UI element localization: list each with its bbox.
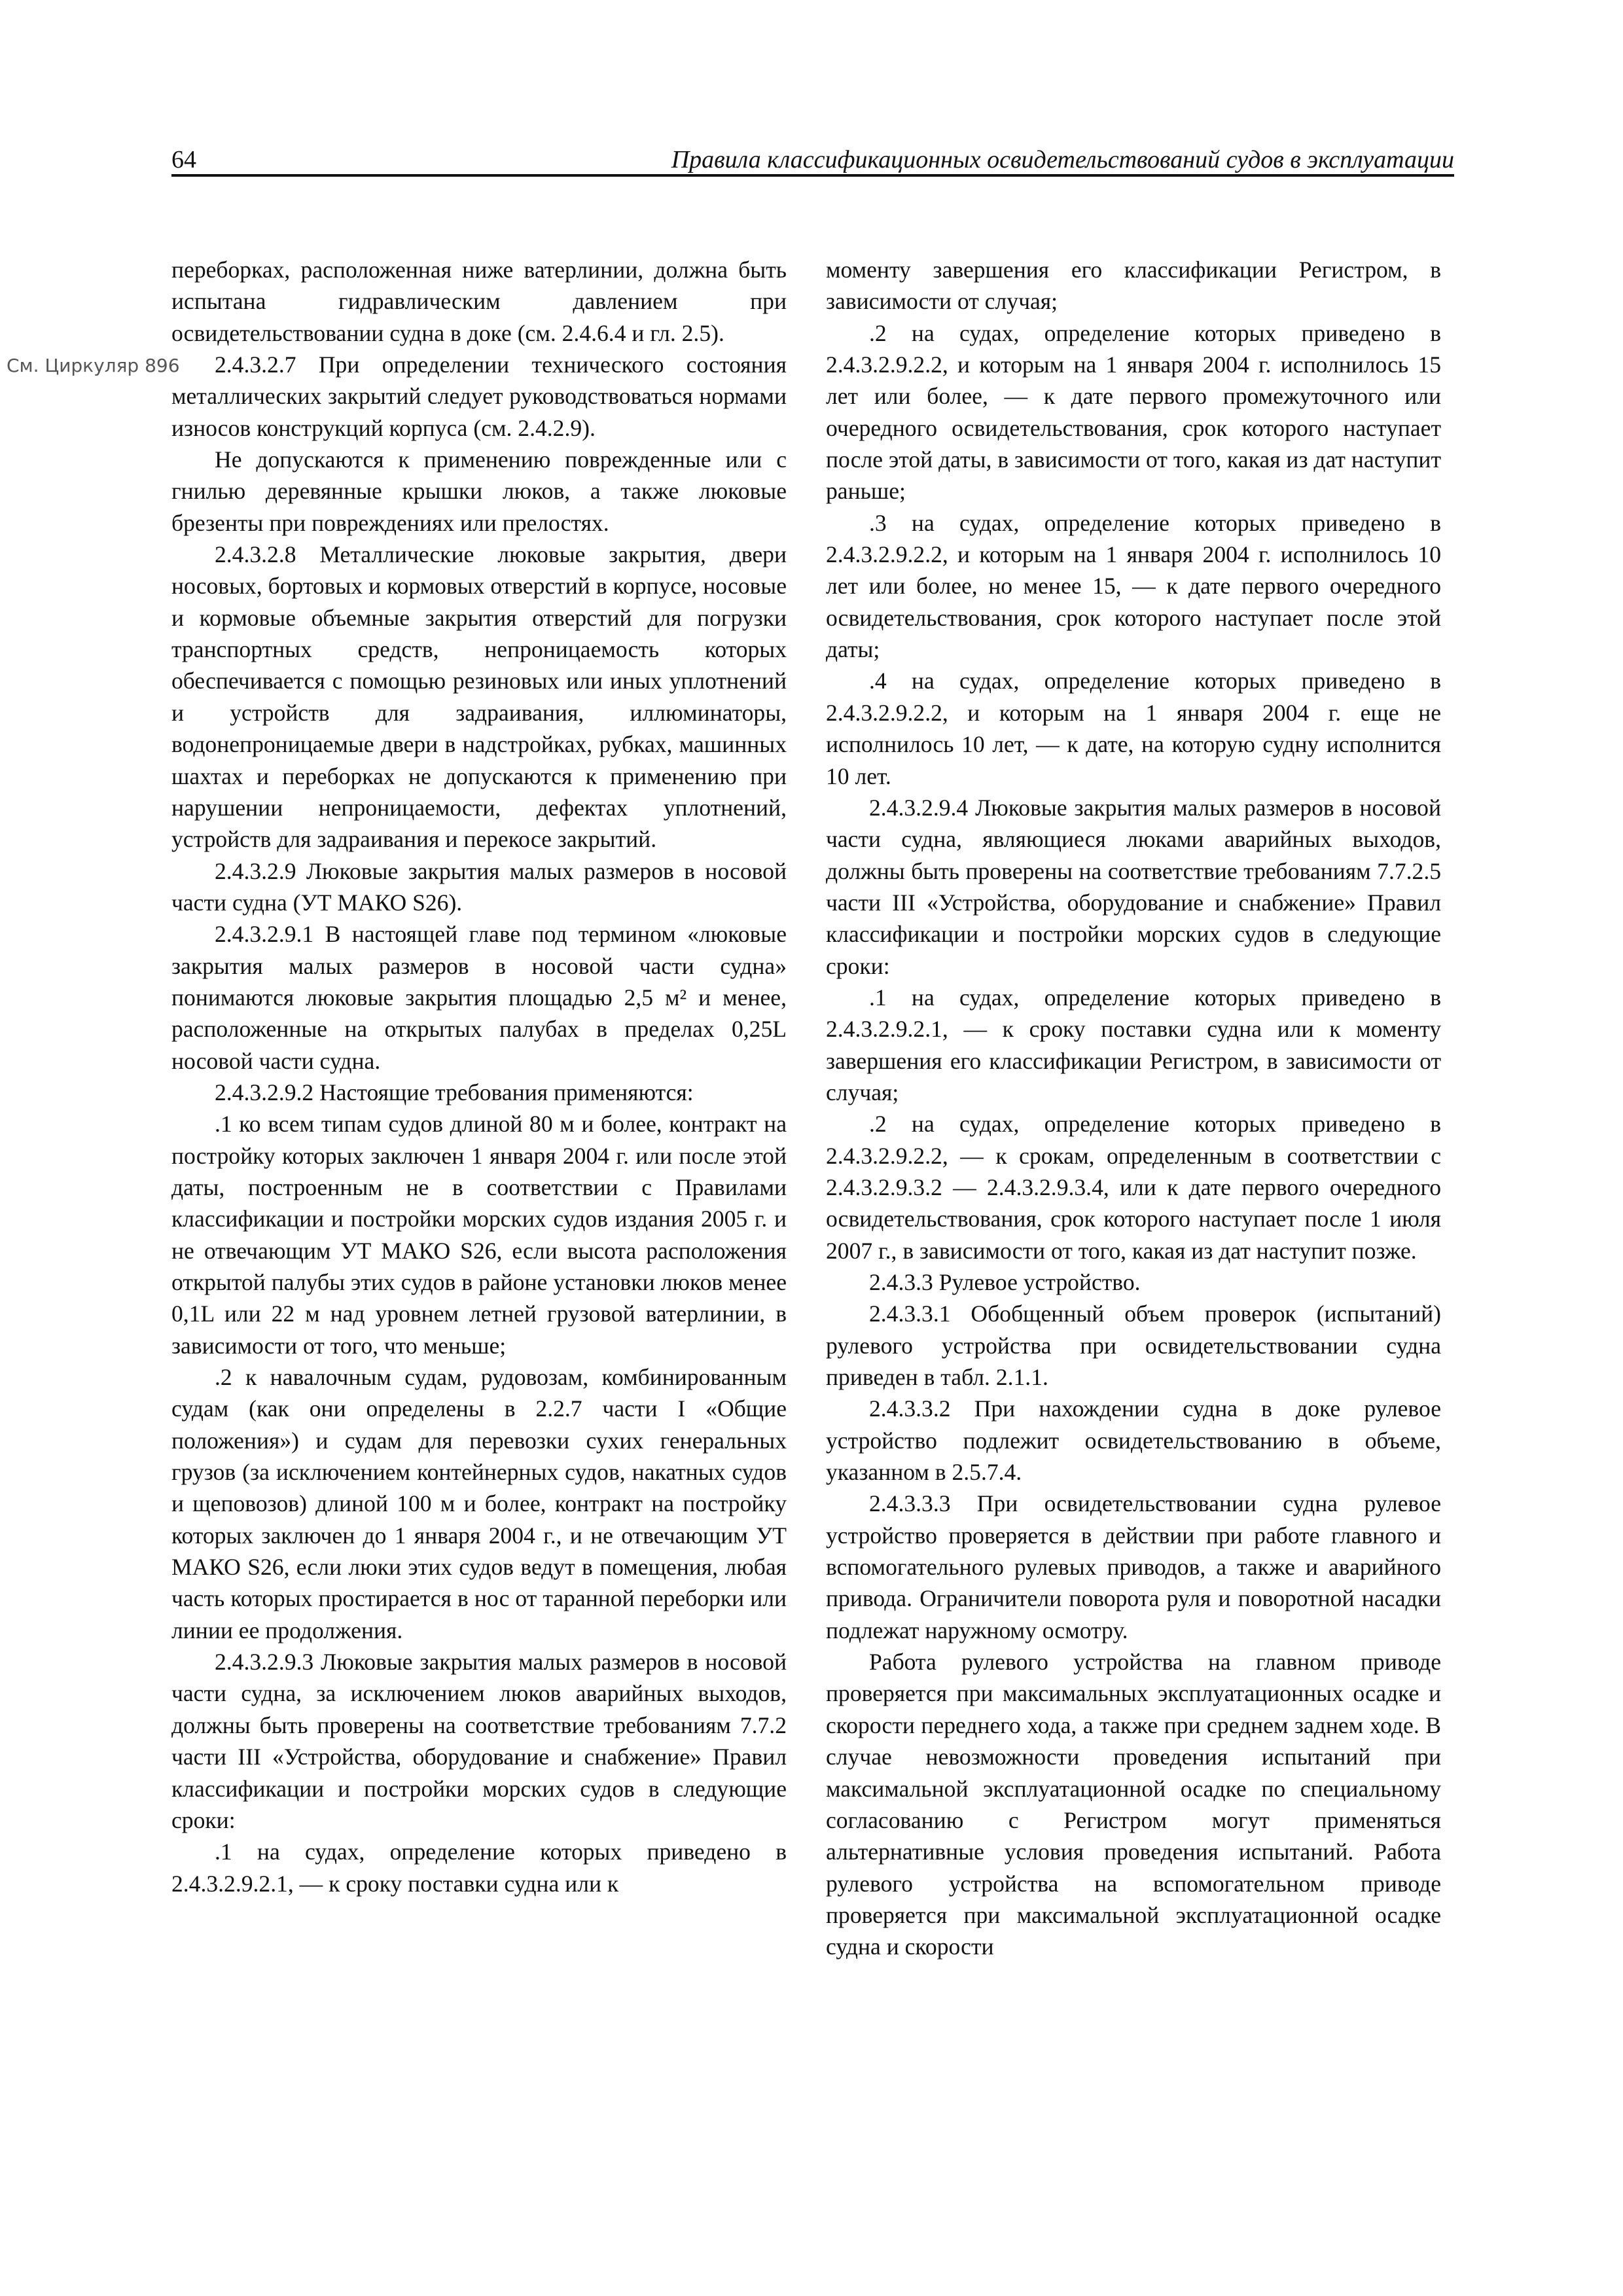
page-number: 64 (171, 146, 196, 173)
right-column (826, 254, 1441, 1963)
paragraph: 2.4.3.3.3 При освидетельствовании судна рулевое устройство проверяется в действии при работе главного и вспомогательного рулевых приводов, а также и аварийного привода. Ограничители поворота руля и поворотной насадки подлежат наружному осмотру. (826, 1490, 1441, 1643)
paragraph: .2 на судах, определение которых приведено в 2.4.3.2.9.2.2, — к срокам, определенным в соответствии с 2.4.3.2.9.3.2 — 2.4.3.2.9.3.4, или к дате первого очередного освидетельствования, срок которого наступает после 1 июля 2007 г., в зависимости от того, какая из дат наступит позже. (826, 1111, 1441, 1264)
paragraph: .1 ко всем типам судов длиной 80 м и более, контракт на постройку которых заключен 1 января 2004 г. или после этой даты, построенным не в соответствии с Правилами классификации и постройки морских судов издания 2005 г. и не отвечающим УТ МАКО S26, если высота расположения открытой палубы этих судов в районе установки люков менее 0,1L или 22 м над уровнем летней грузовой ватерлинии, в зависимости от того, что меньше; (171, 1111, 787, 1359)
header-rule (171, 174, 1454, 177)
page-header (171, 139, 1454, 177)
paragraph: переборках, расположенная ниже ватерлинии, должна быть испытана гидравлическим давлением при освидетельствовании судна в доке (см. 2.4.6.4 и гл. 2.5). (171, 257, 787, 346)
paragraph: 2.4.3.2.8 Металлические люковые закрытия, двери носовых, бортовых и кормовых отверстий в корпусе, носовые и кормовые объемные закрытия отверстий для погрузки транспортных средств, непроницаемость которых обеспечивается с помощью резиновых или иных уплотнений и устройств для задраивания, иллюминаторы, водонепроницаемые двери в надстройках, рубках, машинных шахтах и переборках не допускаются к применению при нарушении непроницаемости, дефектах уплотнений, устройств для задраивания и перекосе закрытий. (171, 541, 787, 853)
paragraph: 2.4.3.2.9.3 Люковые закрытия малых размеров в носовой части судна, за исключением люков аварийных выходов, должны быть проверены на соответствие требованиям 7.7.2 части III «Устройства, оборудование и снабжение» Правил классификации и постройки морских судов в следующие сроки: (171, 1649, 787, 1833)
paragraph: .2 к навалочным судам, рудовозам, комбинированным судам (как они определены в 2.2.7 части I «Общие положения») и судам для перевозки сухих генеральных грузов (за исключением контейнерных судов, накатных судов и щеповозов) длиной 100 м и более, контракт на постройку которых заключен до 1 января 2004 г., и не отвечающим УТ МАКО S26, если люки этих судов ведут в помещения, любая часть которых простирается в нос от таранной переборки или линии ее продолжения. (171, 1364, 787, 1643)
paragraph: Работа рулевого устройства на главном приводе проверяется при максимальных эксплуатационных осадке и скорости переднего хода, а также при среднем заднем ходе. В случае невозможности проведения испытаний при максимальной эксплуатационной осадке по специальному согласованию с Регистром могут применяться альтернативные условия проведения испытаний. Работа рулевого устройства на вспомогательном приводе проверяется при максимальной эксплуатационной осадке судна и скорости (826, 1649, 1441, 1960)
paragraph: 2.4.3.2.9.1 В настоящей главе под термином «люковые закрытия малых размеров в носовой части судна» понимаются люковые закрытия площадью 2,5 м² и менее, расположенные на открытых палубах в пределах 0,25L носовой части судна. (171, 921, 787, 1074)
paragraph: .3 на судах, определение которых приведено в 2.4.3.2.9.2.2, и которым на 1 января 2004 г. исполнилось 10 лет или более, но менее 15, — к дате первого очередного освидетельствования, срок которого наступает после этой даты; (826, 509, 1441, 663)
paragraph: .2 на судах, определение которых приведено в 2.4.3.2.9.2.2, и которым на 1 января 2004 г. исполнилось 15 лет или более, — к дате первого промежуточного или очередного освидетельствования, срок которого наступает после этой даты, в зависимости от того, какая из дат наступит раньше; (826, 319, 1441, 505)
paragraph: .1 на судах, определение которых приведено в 2.4.3.2.9.2.1, — к сроку поставки судна или к моменту завершения его классификации Регистром, в зависимости от случая; (826, 984, 1441, 1105)
margin-note: См. Циркуляр 896 (7, 355, 180, 376)
paragraph: 2.4.3.3.1 Обобщенный объем проверок (испытаний) рулевого устройства при освидетельствовании судна приведен в табл. 2.1.1. (826, 1300, 1441, 1391)
running-title: Правила классификационных освидетельствований судов в эксплуатации (671, 146, 1454, 173)
paragraph: Не допускаются к применению поврежденные или с гнилью деревянные крышки люков, а также люковые брезенты при повреждениях или прелостях. (171, 446, 787, 536)
paragraph: моменту завершения его классификации Регистром, в зависимости от случая; (826, 257, 1441, 315)
paragraph: 2.4.3.2.9.2 Настоящие требования применяются: (215, 1079, 694, 1105)
paragraph: 2.4.3.2.9 Люковые закрытия малых размеров в носовой части судна (УТ МАКО S26). (171, 857, 787, 916)
paragraph: 2.4.3.2.7 При определении технического состояния металлических закрытий следует руководствоваться нормами износов конструкций корпуса (см. 2.4.2.9). (171, 351, 787, 441)
paragraph: 2.4.3.3 Рулевое устройство. (869, 1269, 1141, 1295)
paragraph: 2.4.3.3.2 При нахождении судна в доке рулевое устройство подлежит освидетельствованию в объеме, указанном в 2.5.7.4. (826, 1395, 1441, 1486)
left-column (171, 254, 787, 1899)
paragraph: .4 на судах, определение которых приведено в 2.4.3.2.9.2.2, и которым на 1 января 2004 г. еще не исполнилось 10 лет, — к дате, на которую судну исполнится 10 лет. (826, 668, 1441, 789)
paragraph: 2.4.3.2.9.4 Люковые закрытия малых размеров в носовой части судна, являющиеся люками аварийных выходов, должны быть проверены на соответствие требованиям 7.7.2.5 части III «Устройства, оборудование и снабжение» Правил классификации и постройки морских судов в следующие сроки: (826, 794, 1441, 979)
paragraph: .1 на судах, определение которых приведено в 2.4.3.2.9.2.1, — к сроку поставки судна или к (171, 1839, 787, 1897)
